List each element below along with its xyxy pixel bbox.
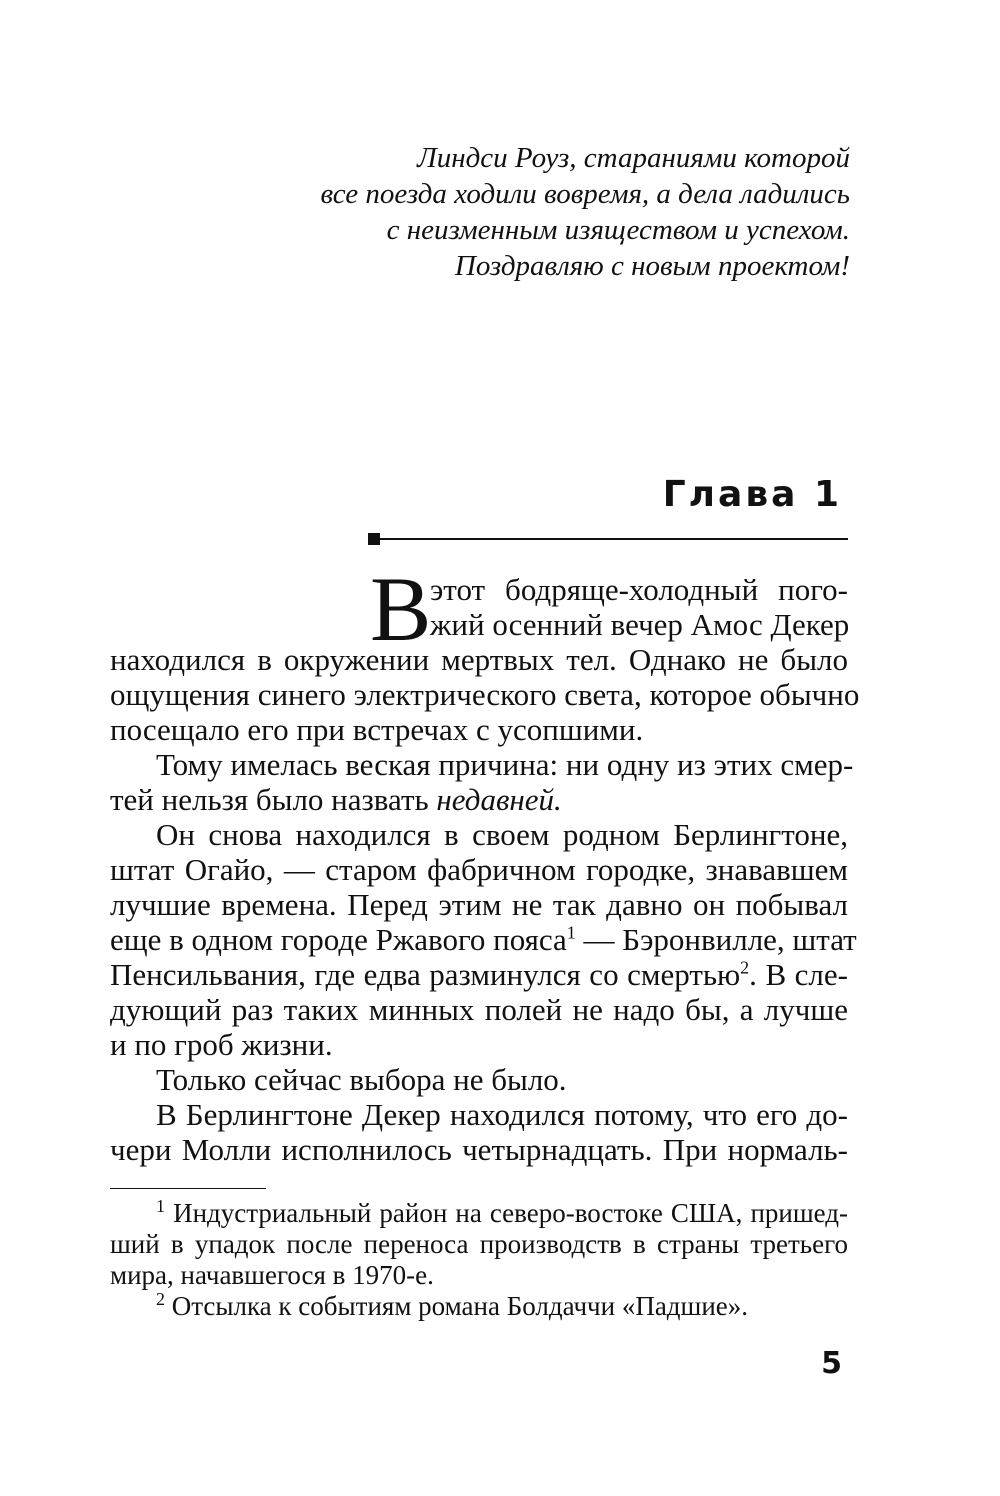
chapter-rule-square [368, 533, 380, 545]
dedication-line: Поздравляю с новым проектом! [454, 250, 850, 282]
dedication [150, 140, 850, 284]
footnote-line: мира, начавшегося в 1970-е. [110, 1260, 434, 1290]
footnote-line [110, 1291, 848, 1322]
footnote-ref: 2 [740, 957, 750, 978]
text-line: Тому имелась веская причина: ни одну из этих смер- [156, 747, 854, 782]
text-span: . В сле- [749, 957, 848, 992]
text-line: жий осенний вечер Амос Декер [430, 607, 850, 642]
text-line: чери Молли исполнилось четырнадцать. При нормаль- [110, 1132, 848, 1167]
dedication-line: Линдси Роуз, стараниями которой [417, 142, 850, 174]
text-line [110, 782, 848, 817]
text-line [110, 957, 848, 992]
footnote-line: ший в упадок после переноса производств в страны третьего [110, 1229, 848, 1259]
footnote-ref: 1 [566, 922, 576, 943]
chapter-title: Глава 1 [662, 474, 842, 515]
text-line: штат Огайо, — старом фабричном городке, знававшем [110, 852, 848, 887]
dropcap: В [370, 558, 432, 660]
text-line: находился в окружении мертвых тел. Однако не было [110, 642, 848, 677]
text-line: посещало его при встречах с усопшими. [110, 712, 644, 747]
text-span: Индустриальный район на северо-востоке США, пришед- [165, 1198, 848, 1228]
text-line: В Берлингтоне Декер находился потому, что его до- [156, 1097, 848, 1132]
text-line: и по гроб жизни. [110, 1027, 333, 1062]
text-line: дующий раз таких минных полей не надо бы, а лучше [110, 992, 848, 1027]
body-text [110, 558, 860, 1167]
text-span: Пенсильвания, где едва разминулся со смертью [110, 957, 741, 992]
emphasis-text: недавней. [436, 782, 562, 817]
footnotes [110, 1198, 848, 1322]
text-line: этот бодряще-холодный пого- [430, 572, 848, 607]
text-line: Он снова находился в своем родном Берлингтоне, [156, 817, 848, 852]
dedication-line: все поезда ходили вовремя, а дела ладились [320, 178, 850, 210]
footnote-number: 2 [156, 1289, 165, 1309]
footnote-line [110, 1198, 848, 1229]
footnote-number: 1 [156, 1196, 165, 1216]
footnote-rule [110, 1188, 266, 1189]
text-span: еще в одном городе Ржавого пояса [110, 922, 567, 957]
dropcap-lines [430, 572, 848, 642]
chapter-rule [368, 538, 848, 540]
text-line: Только сейчас выбора не было. [156, 1062, 567, 1097]
text-line [110, 922, 857, 957]
text-span: — Бэронвилле, штат [575, 922, 857, 957]
text-line: лучшие времена. Перед этим не так давно он побывал [110, 887, 848, 922]
dedication-line: с неизменным изяществом и успехом. [386, 214, 850, 246]
text-line: ощущения синего электрического света, которое обычно [110, 677, 860, 712]
text-span: Отсылка к событиям романа Болдаччи «Падшие». [165, 1291, 749, 1321]
text-span: тей нельзя было назвать [110, 782, 437, 817]
page-number: 5 [821, 1346, 842, 1381]
